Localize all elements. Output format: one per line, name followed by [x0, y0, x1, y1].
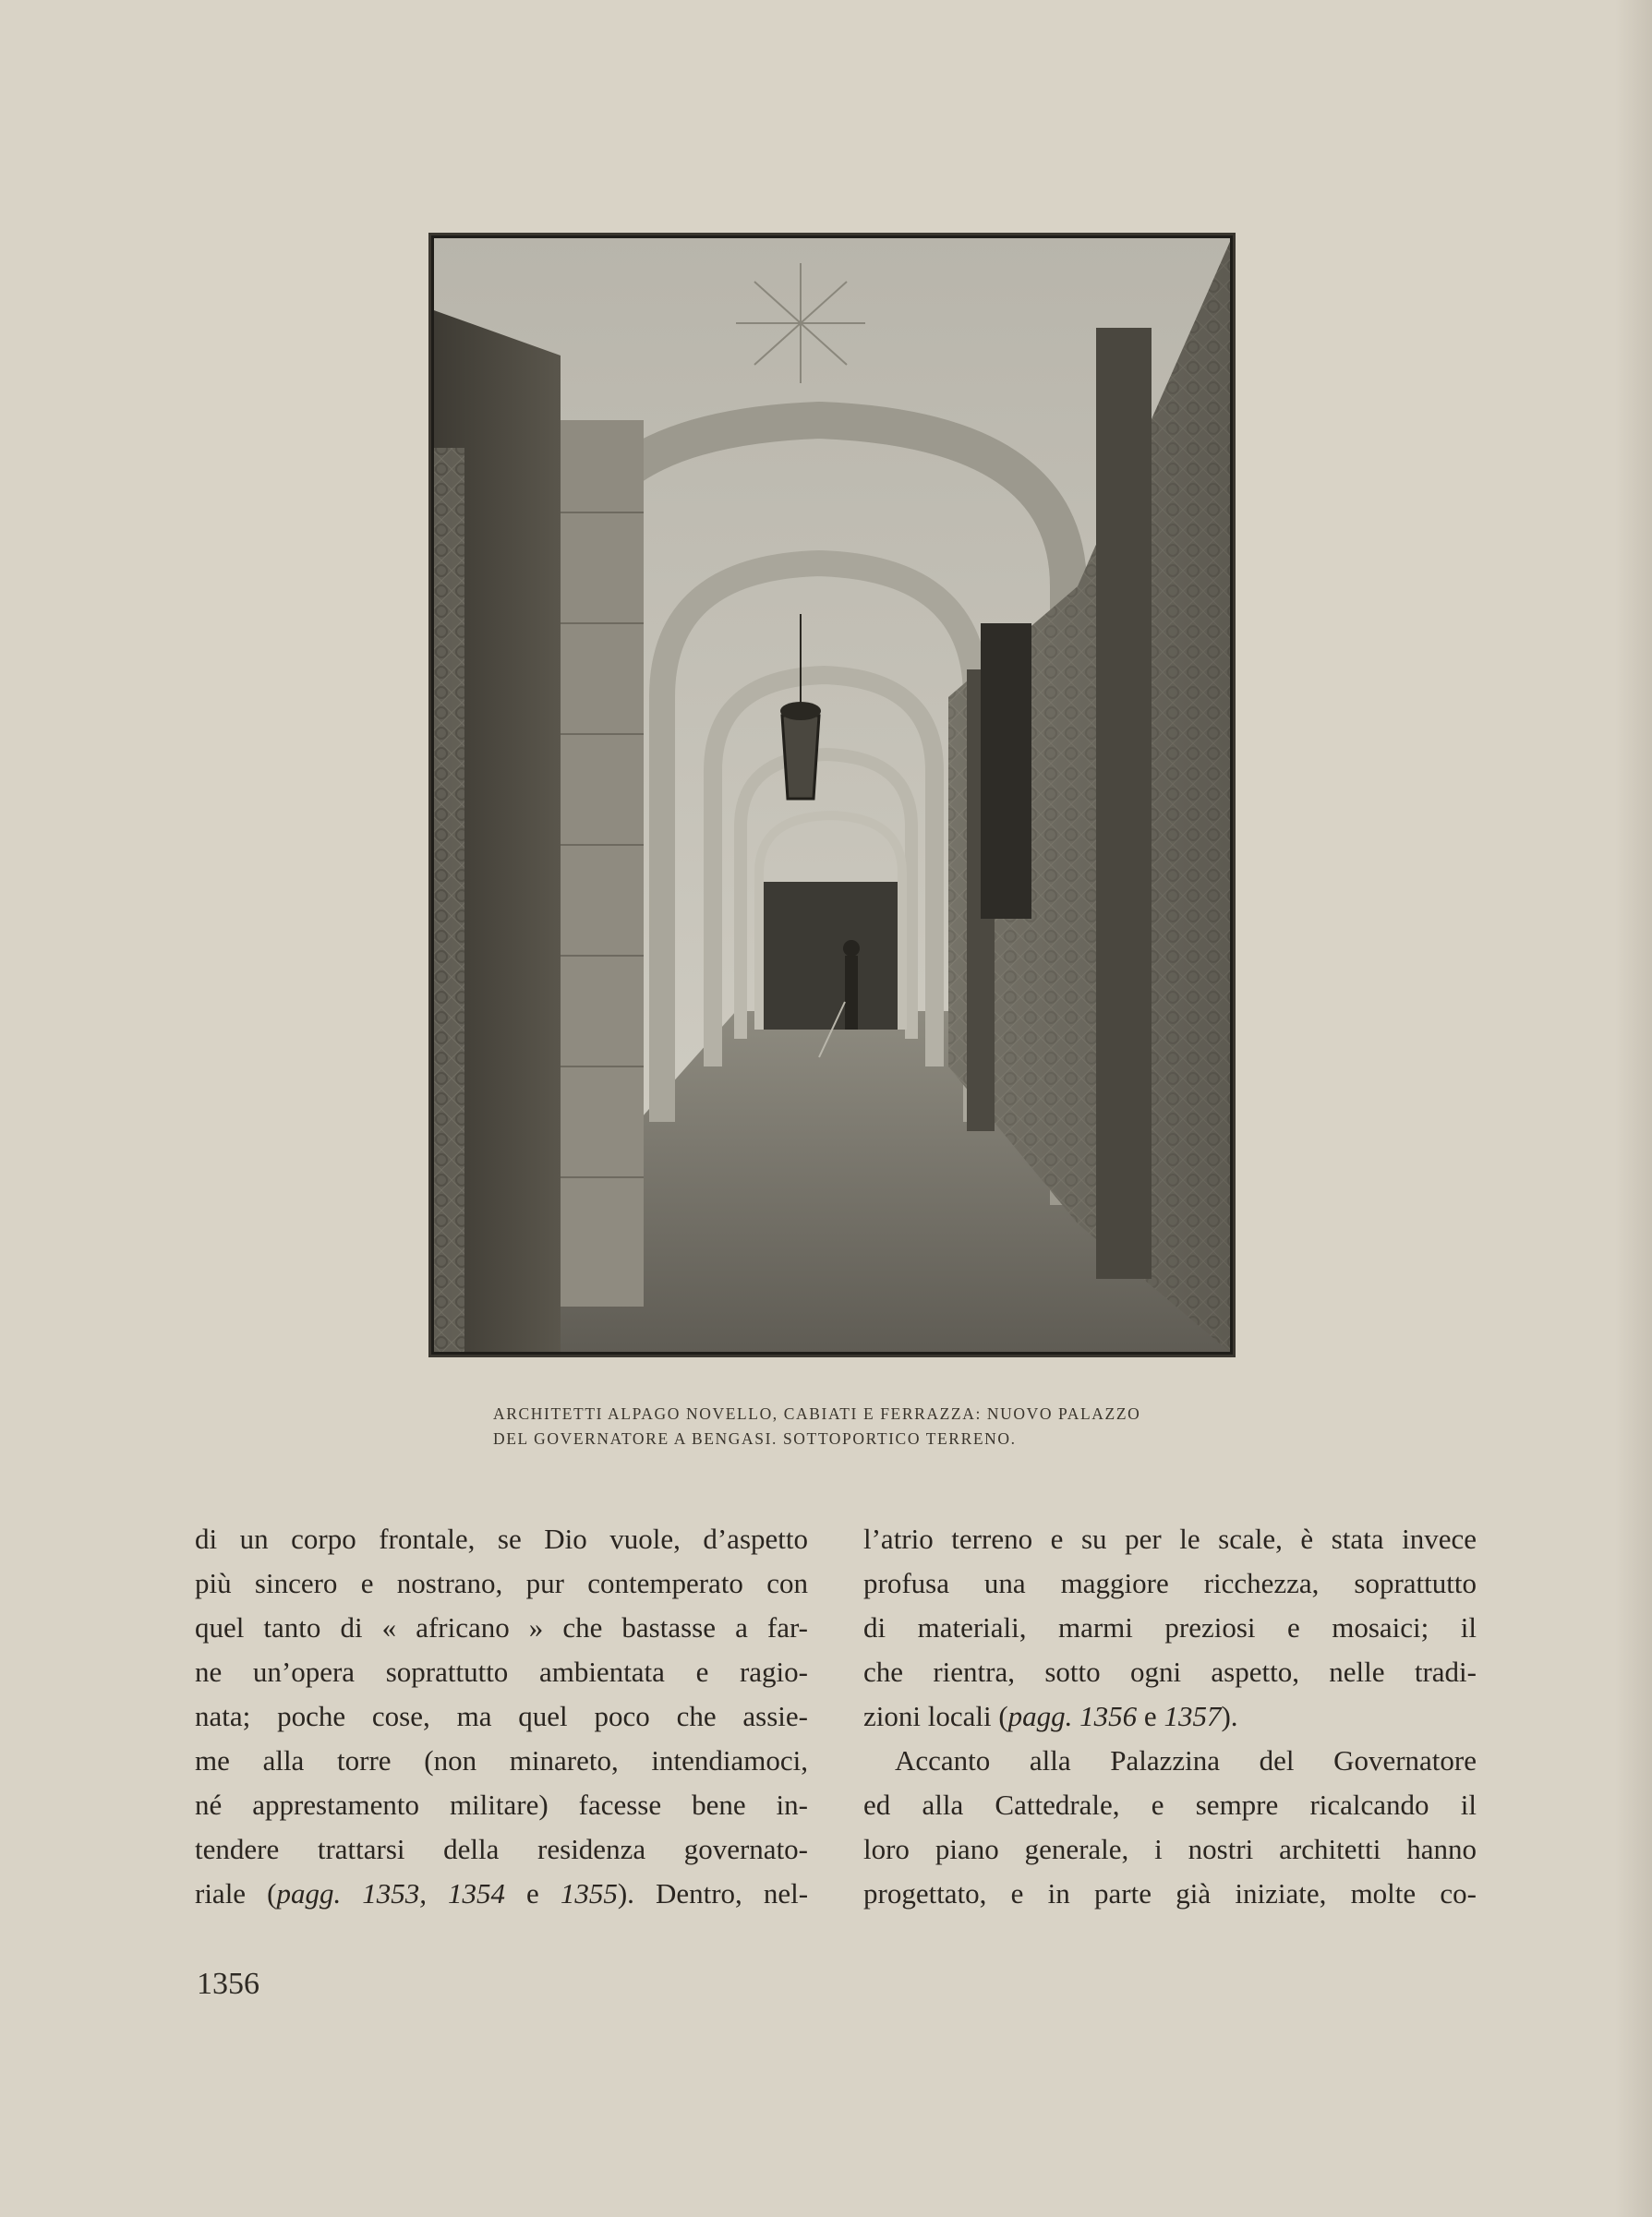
figure-caption — [493, 1402, 1232, 1452]
text-column-left — [195, 1517, 808, 1916]
caption-line-2: DEL GOVERNATORE A BENGASI. SOTTOPORTICO TERRENO. — [493, 1429, 1017, 1448]
text-line: me alla torre (non minareto, intendiamoci, — [195, 1744, 808, 1777]
page-number: 1356 — [197, 1967, 259, 2001]
text-line: ne un’opera soprattutto ambientata e ragio- — [195, 1656, 808, 1688]
page-reference: pagg. 1353, 1354 — [276, 1877, 506, 1910]
text-line: profusa una maggiore ricchezza, soprattutto — [863, 1567, 1477, 1599]
text-column-right — [863, 1517, 1477, 1916]
text-line: progettato, e in parte già iniziate, molte co- — [863, 1877, 1477, 1910]
caption-line-1: ARCHITETTI ALPAGO NOVELLO, CABIATI E FERRAZZA: NUOVO PALAZZO — [493, 1404, 1141, 1423]
text-line — [195, 1872, 808, 1916]
text-line: loro piano generale, i nostri architetti hanno — [863, 1833, 1477, 1865]
text-line: tendere trattarsi della residenza governato- — [195, 1833, 808, 1865]
corridor-photograph — [428, 233, 1236, 1357]
page-edge-shadow — [1615, 0, 1652, 2217]
text-line: l’atrio terreno e su per le scale, è stata invece — [863, 1523, 1477, 1555]
text-fragment: ). — [1221, 1700, 1238, 1732]
text-line: che rientra, sotto ogni aspetto, nelle tradi- — [863, 1656, 1477, 1688]
text-fragment: e — [505, 1877, 561, 1910]
text-fragment: e — [1137, 1700, 1164, 1732]
page-reference: 1355 — [560, 1877, 618, 1910]
text-line: più sincero e nostrano, pur contemperato con — [195, 1567, 808, 1599]
text-line: nata; poche cose, ma quel poco che assie- — [195, 1700, 808, 1732]
arcade-illustration — [431, 235, 1233, 1355]
text-line — [863, 1694, 1477, 1739]
page-reference: 1357 — [1164, 1700, 1222, 1732]
text-fragment: ). Dentro, nel- — [617, 1877, 809, 1910]
page-reference: pagg. 1356 — [1007, 1700, 1138, 1732]
text-line: Accanto alla Palazzina del Governatore — [895, 1744, 1477, 1777]
text-line: ed alla Cattedrale, e sempre ricalcando il — [863, 1789, 1477, 1821]
text-line: né apprestamento militare) facesse bene in- — [195, 1789, 808, 1821]
text-line: di materiali, marmi preziosi e mosaici; il — [863, 1611, 1477, 1644]
text-fragment: zioni locali ( — [863, 1700, 1008, 1732]
text-fragment: riale ( — [195, 1877, 277, 1910]
text-line: di un corpo frontale, se Dio vuole, d’aspetto — [195, 1523, 808, 1555]
text-line: quel tanto di « africano » che bastasse a far- — [195, 1611, 808, 1644]
